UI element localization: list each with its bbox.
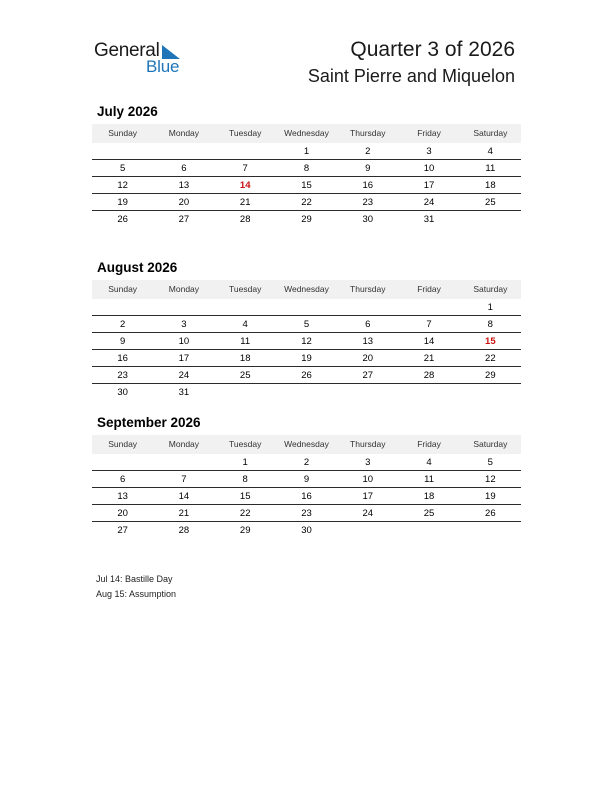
- date-cell: 29: [239, 525, 251, 536]
- weekday-label: Saturday: [473, 439, 508, 449]
- date-cell: 17: [362, 491, 374, 502]
- month-calendar-september: [92, 414, 521, 539]
- weekday-label: Wednesday: [284, 128, 329, 138]
- date-cell: 3: [426, 146, 432, 157]
- date-cell: 21: [423, 353, 435, 364]
- date-cell: 2: [119, 319, 126, 330]
- date-cell: 7: [181, 474, 187, 485]
- weekday-header-row: [92, 124, 521, 143]
- date-cell: 9: [119, 336, 126, 347]
- week-row: [92, 299, 521, 316]
- date-cell: 5: [119, 163, 126, 174]
- date-cell: 11: [485, 163, 496, 174]
- date-cell: 19: [301, 353, 312, 364]
- week-row: [92, 333, 521, 350]
- week-row: [92, 160, 521, 177]
- date-cell: 11: [240, 336, 251, 347]
- date-cell: [276, 384, 337, 401]
- holiday-notes: [96, 572, 176, 601]
- date-cell: 26: [485, 508, 496, 519]
- weekday-label: Monday: [168, 128, 200, 138]
- date-cell: 21: [178, 508, 190, 519]
- date-cell: 16: [362, 180, 374, 191]
- date-cell: 20: [117, 508, 128, 519]
- date-cell: 28: [423, 370, 435, 381]
- date-cell: 16: [117, 353, 128, 364]
- date-cell: [398, 522, 459, 539]
- weekday-label: Sunday: [108, 439, 138, 449]
- week-row: [92, 177, 521, 194]
- date-cell: 23: [117, 370, 128, 381]
- date-cell: 9: [303, 474, 310, 485]
- weekday-label: Sunday: [108, 128, 138, 138]
- date-cell: 20: [362, 353, 374, 364]
- weekday-label: Monday: [168, 439, 200, 449]
- date-cell: 3: [365, 457, 371, 468]
- weekday-label: Friday: [417, 284, 441, 294]
- week-row: [92, 211, 521, 228]
- date-cell: 17: [178, 353, 190, 364]
- date-cell: 6: [365, 319, 371, 330]
- date-cell: 12: [485, 474, 496, 485]
- weekday-label: Sunday: [108, 284, 138, 294]
- date-cell: 10: [362, 474, 374, 485]
- weekday-label: Friday: [417, 128, 441, 138]
- week-row: [92, 454, 521, 471]
- date-cell: [398, 299, 459, 315]
- date-cell: 22: [485, 353, 496, 364]
- month-title: August 2026: [97, 260, 178, 275]
- date-cell: 28: [178, 525, 190, 536]
- date-cell: 8: [242, 474, 248, 485]
- date-cell: 6: [119, 474, 126, 485]
- logo-text-general: General: [94, 40, 160, 61]
- country-subtitle: Saint Pierre and Miquelon: [307, 66, 515, 86]
- date-cell: 13: [362, 336, 374, 347]
- date-cell: [92, 454, 153, 470]
- date-cell: 25: [239, 370, 251, 381]
- date-cell: [153, 143, 214, 159]
- date-cell: [337, 299, 398, 315]
- date-cell: 5: [487, 457, 493, 468]
- date-cell: 27: [362, 370, 374, 381]
- week-row: [92, 505, 521, 522]
- date-cell: [337, 522, 398, 539]
- weekday-label: Tuesday: [229, 284, 262, 294]
- week-row: [92, 471, 521, 488]
- week-row: [92, 367, 521, 384]
- weekday-label: Wednesday: [284, 439, 329, 449]
- date-cell: 6: [181, 163, 187, 174]
- month-calendar-august: [92, 259, 521, 401]
- date-cell: 30: [117, 387, 128, 398]
- date-cell: [153, 299, 214, 315]
- date-cell: 7: [426, 319, 432, 330]
- week-row: [92, 488, 521, 505]
- date-cell: [460, 384, 521, 401]
- date-cell: 1: [487, 302, 493, 313]
- holiday-date-cell: 14: [239, 180, 251, 191]
- logo-text-blue: Blue: [146, 57, 180, 76]
- date-cell: 4: [487, 146, 493, 157]
- weekday-label: Saturday: [473, 128, 508, 138]
- date-cell: 15: [239, 491, 251, 502]
- weekday-label: Friday: [417, 439, 441, 449]
- date-cell: 1: [242, 457, 248, 468]
- date-cell: 12: [117, 180, 128, 191]
- date-cell: 18: [485, 180, 496, 191]
- weekday-label: Tuesday: [229, 439, 262, 449]
- week-row: [92, 384, 521, 401]
- date-cell: 27: [178, 214, 190, 225]
- date-cell: 8: [487, 319, 493, 330]
- weekday-label: Monday: [168, 284, 200, 294]
- date-cell: 1: [303, 146, 310, 157]
- date-cell: [92, 299, 153, 315]
- date-cell: [460, 211, 521, 228]
- date-cell: 24: [362, 508, 374, 519]
- weekday-label: Saturday: [473, 284, 508, 294]
- date-cell: 8: [303, 163, 310, 174]
- date-cell: 19: [485, 491, 496, 502]
- date-cell: 19: [117, 197, 128, 208]
- week-row: [92, 143, 521, 160]
- weekday-header-row: [92, 280, 521, 299]
- date-cell: 18: [239, 353, 251, 364]
- date-cell: [215, 143, 276, 159]
- week-row: [92, 522, 521, 539]
- date-cell: 13: [117, 491, 128, 502]
- generalblue-logo: [94, 40, 194, 80]
- date-cell: 2: [303, 457, 310, 468]
- date-cell: 4: [242, 319, 248, 330]
- date-cell: 29: [485, 370, 496, 381]
- date-cell: 30: [362, 214, 374, 225]
- date-cell: 16: [301, 491, 312, 502]
- date-cell: 25: [485, 197, 496, 208]
- date-cell: [215, 299, 276, 315]
- date-cell: 31: [178, 387, 190, 398]
- date-cell: 2: [365, 146, 371, 157]
- date-cell: 17: [423, 180, 435, 191]
- date-cell: [337, 384, 398, 401]
- date-cell: 28: [239, 214, 251, 225]
- date-cell: 29: [301, 214, 312, 225]
- week-row: [92, 194, 521, 211]
- month-title: September 2026: [97, 415, 201, 430]
- date-cell: 10: [423, 163, 435, 174]
- date-cell: 9: [365, 163, 371, 174]
- date-cell: 22: [239, 508, 251, 519]
- date-cell: 14: [178, 491, 190, 502]
- quarter-title: Quarter 3 of 2026: [350, 38, 515, 61]
- date-cell: [276, 299, 337, 315]
- date-cell: 12: [301, 336, 312, 347]
- weekday-label: Thursday: [350, 128, 386, 138]
- date-cell: 23: [301, 508, 312, 519]
- date-cell: 30: [301, 525, 312, 536]
- weekday-label: Wednesday: [284, 284, 329, 294]
- date-cell: 11: [424, 474, 434, 485]
- date-cell: 10: [178, 336, 190, 347]
- date-cell: 13: [178, 180, 190, 191]
- date-cell: 26: [301, 370, 312, 381]
- date-cell: [215, 384, 276, 401]
- date-cell: 5: [303, 319, 310, 330]
- month-calendar-july: [92, 103, 521, 228]
- date-cell: 25: [423, 508, 435, 519]
- date-cell: 24: [178, 370, 190, 381]
- holiday-date-cell: 15: [485, 336, 496, 347]
- month-title: July 2026: [97, 104, 158, 119]
- date-cell: 31: [423, 214, 435, 225]
- weekday-label: Thursday: [350, 284, 386, 294]
- date-cell: 23: [362, 197, 374, 208]
- date-cell: 26: [117, 214, 128, 225]
- date-cell: 24: [423, 197, 435, 208]
- date-cell: [153, 454, 214, 470]
- holiday-note: Aug 15: Assumption: [96, 588, 177, 599]
- date-cell: 22: [301, 197, 312, 208]
- week-row: [92, 316, 521, 333]
- date-cell: [460, 522, 521, 539]
- date-cell: 7: [242, 163, 248, 174]
- date-cell: [92, 143, 153, 159]
- date-cell: 21: [239, 197, 251, 208]
- weekday-label: Tuesday: [229, 128, 262, 138]
- date-cell: 14: [423, 336, 435, 347]
- date-cell: 3: [181, 319, 187, 330]
- date-cell: 27: [117, 525, 128, 536]
- date-cell: 18: [423, 491, 435, 502]
- date-cell: 4: [426, 457, 432, 468]
- date-cell: 15: [301, 180, 312, 191]
- date-cell: [398, 384, 459, 401]
- weekday-header-row: [92, 435, 521, 454]
- week-row: [92, 350, 521, 367]
- holiday-note: Jul 14: Bastille Day: [96, 574, 173, 584]
- weekday-label: Thursday: [350, 439, 386, 449]
- date-cell: 20: [178, 197, 190, 208]
